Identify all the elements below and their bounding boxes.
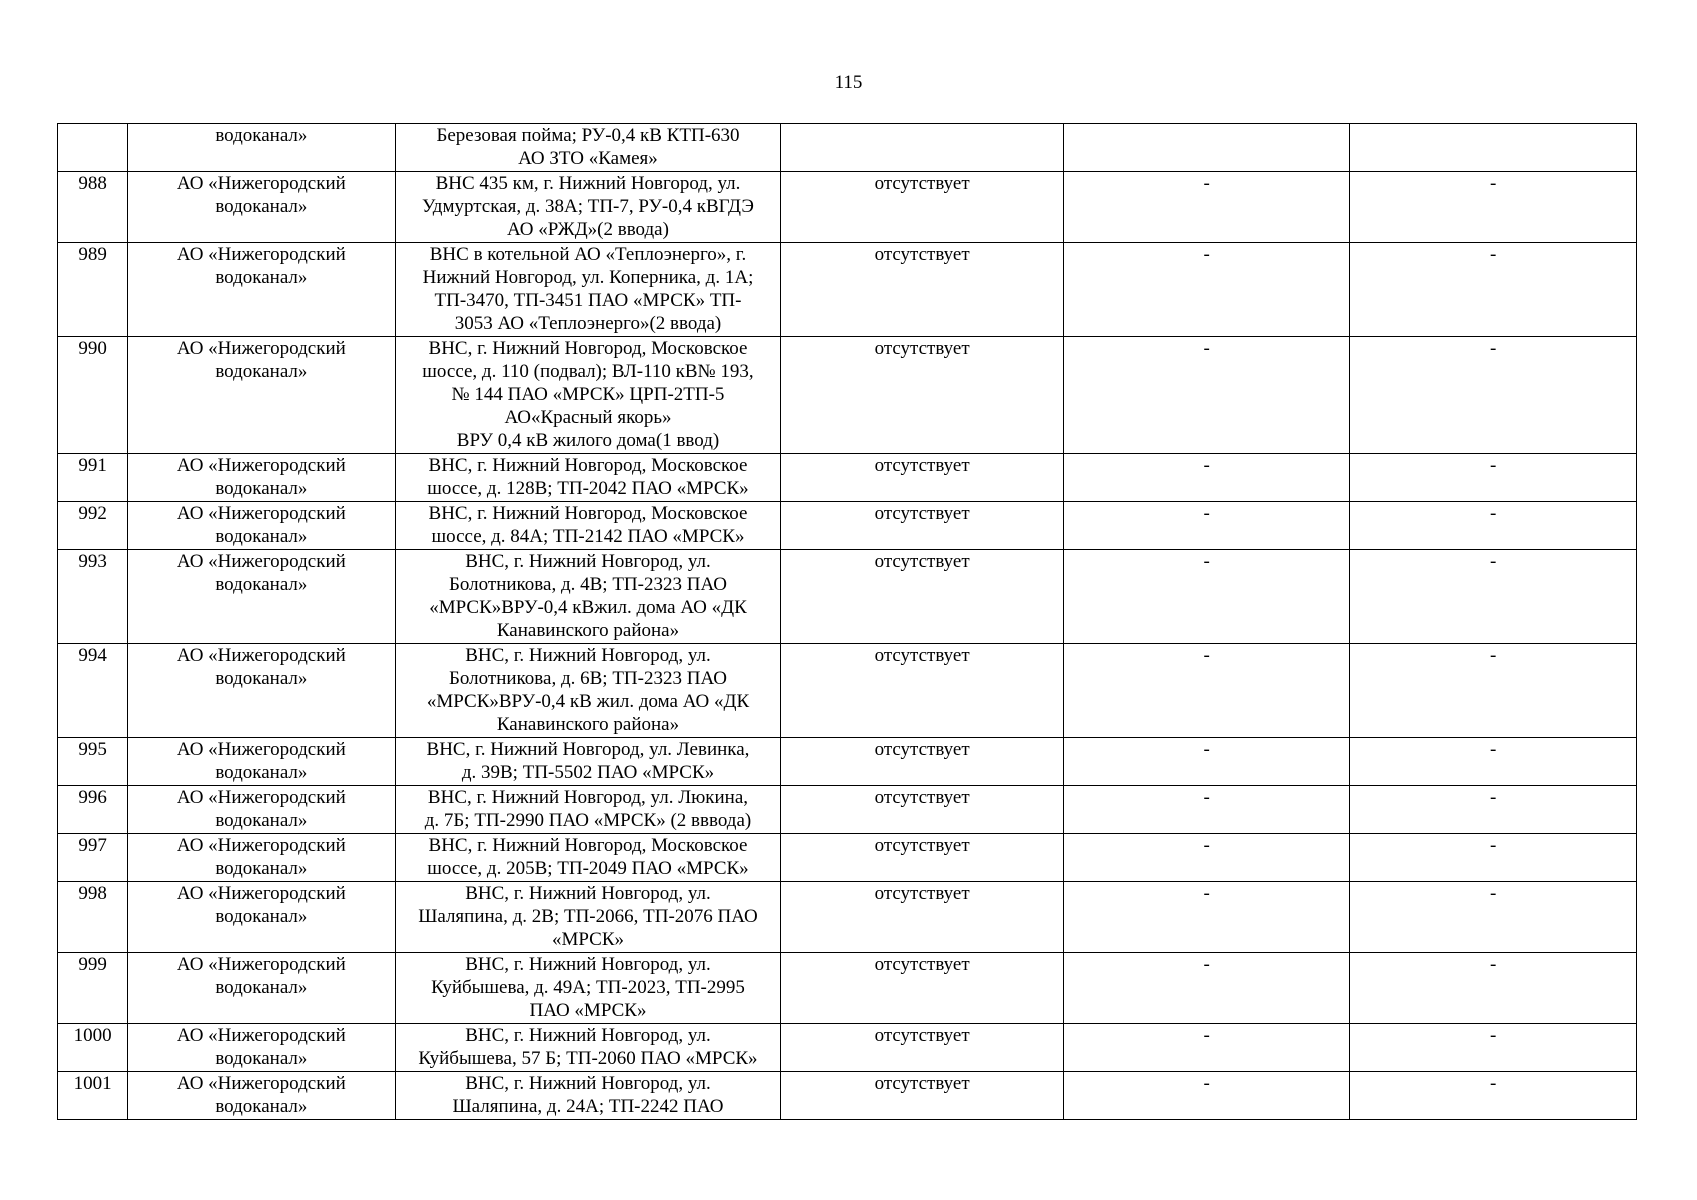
address-cell: [395, 953, 781, 1024]
address-line: шоссе, д. 110 (подвал); ВЛ-110 кВ№ 193,: [422, 361, 754, 382]
row-number-cell: 996: [58, 786, 128, 834]
column-5-cell: -: [1063, 454, 1350, 502]
organization-line: АО «Нижегородский: [176, 835, 346, 856]
organization-line: водоканал»: [215, 526, 308, 547]
status-cell: отсутствует: [781, 882, 1064, 953]
row-number-cell: 991: [58, 454, 128, 502]
status-cell: отсутствует: [781, 834, 1064, 882]
organization-line: водоканал»: [215, 762, 308, 783]
address-line: 3053 АО «Теплоэнерго»(2 ввода): [454, 313, 722, 334]
address-cell: [395, 502, 781, 550]
table-row: [58, 738, 1637, 786]
column-6-cell: -: [1350, 502, 1637, 550]
address-line: ВНС, г. Нижний Новгород, ул. Люкина,: [427, 787, 749, 808]
status-cell: отсутствует: [781, 953, 1064, 1024]
column-5-cell: -: [1063, 882, 1350, 953]
organization-line: АО «Нижегородский: [176, 551, 346, 572]
column-5-cell: -: [1063, 644, 1350, 738]
row-number-cell: 993: [58, 550, 128, 644]
address-cell: [395, 644, 781, 738]
row-number-cell: 1000: [58, 1024, 128, 1072]
address-line: шоссе, д. 205В; ТП-2049 ПАО «МРСК»: [427, 858, 749, 879]
address-cell: [395, 454, 781, 502]
status-cell: отсутствует: [781, 738, 1064, 786]
organization-line: водоканал»: [215, 1096, 308, 1117]
table-row: [58, 786, 1637, 834]
address-line: Удмуртская, д. 38А; ТП-7, РУ-0,4 кВГДЭ: [422, 196, 754, 217]
table-row: [58, 953, 1637, 1024]
column-6-cell: -: [1350, 1072, 1637, 1120]
table-row: [58, 454, 1637, 502]
table-row: [58, 882, 1637, 953]
row-number-cell: 992: [58, 502, 128, 550]
status-cell: отсутствует: [781, 502, 1064, 550]
organization-cell: [128, 1072, 396, 1120]
address-line: ВНС, г. Нижний Новгород, Московское: [428, 338, 748, 359]
address-cell: [395, 172, 781, 243]
table-row: [58, 834, 1637, 882]
address-line: ВНС, г. Нижний Новгород, ул.: [465, 883, 711, 904]
status-cell: отсутствует: [781, 1024, 1064, 1072]
table-row: [58, 644, 1637, 738]
address-cell: [395, 1072, 781, 1120]
organization-cell: [128, 337, 396, 454]
address-cell: [395, 834, 781, 882]
address-line: Нижний Новгород, ул. Коперника, д. 1А;: [422, 267, 754, 288]
column-6-cell: -: [1350, 454, 1637, 502]
address-line: «МРСК»ВРУ-0,4 кВжил. дома АО «ДК: [429, 597, 747, 618]
column-6-cell: -: [1350, 337, 1637, 454]
address-cell: [395, 243, 781, 337]
address-line: Куйбышева, 57 Б; ТП-2060 ПАО «МРСК»: [418, 1048, 758, 1069]
organization-cell: [128, 738, 396, 786]
column-5-cell: -: [1063, 243, 1350, 337]
organization-line: водоканал»: [215, 668, 308, 689]
table-row: [58, 124, 1637, 172]
table-row: [58, 337, 1637, 454]
address-cell: [395, 337, 781, 454]
column-5-cell: -: [1063, 1024, 1350, 1072]
address-line: Болотникова, д. 4В; ТП-2323 ПАО: [449, 574, 727, 595]
address-line: ВНС, г. Нижний Новгород, ул.: [465, 1073, 711, 1094]
column-5-cell: -: [1063, 786, 1350, 834]
address-cell: [395, 882, 781, 953]
status-cell: отсутствует: [781, 1072, 1064, 1120]
address-line: шоссе, д. 128В; ТП-2042 ПАО «МРСК»: [427, 478, 749, 499]
address-line: шоссе, д. 84А; ТП-2142 ПАО «МРСК»: [431, 526, 745, 547]
organization-line: водоканал»: [215, 906, 308, 927]
address-cell: [395, 738, 781, 786]
column-6-cell: -: [1350, 644, 1637, 738]
status-cell: [781, 124, 1064, 172]
organization-line: водоканал»: [215, 125, 308, 146]
row-number-cell: 999: [58, 953, 128, 1024]
organization-line: водоканал»: [215, 478, 308, 499]
address-line: № 144 ПАО «МРСК» ЦРП-2ТП-5: [451, 384, 725, 405]
organization-line: водоканал»: [215, 977, 308, 998]
table-row: [58, 502, 1637, 550]
organization-line: АО «Нижегородский: [176, 244, 346, 265]
table-row: [58, 550, 1637, 644]
column-5-cell: -: [1063, 337, 1350, 454]
address-line: ВНС, г. Нижний Новгород, ул.: [465, 1025, 711, 1046]
organization-cell: [128, 502, 396, 550]
address-line: АО«Красный якорь»: [504, 407, 672, 428]
organization-line: водоканал»: [215, 267, 308, 288]
row-number-cell: 994: [58, 644, 128, 738]
row-number-cell: 989: [58, 243, 128, 337]
address-line: ВНС, г. Нижний Новгород, Московское: [428, 455, 748, 476]
organization-line: водоканал»: [215, 361, 308, 382]
address-line: д. 39В; ТП-5502 ПАО «МРСК»: [461, 762, 715, 783]
address-line: ВРУ 0,4 кВ жилого дома(1 ввод): [456, 430, 720, 451]
organization-line: АО «Нижегородский: [176, 1025, 346, 1046]
column-5-cell: -: [1063, 834, 1350, 882]
address-line: АО ЗТО «Камея»: [518, 148, 658, 169]
column-5-cell: -: [1063, 502, 1350, 550]
status-cell: отсутствует: [781, 337, 1064, 454]
address-line: ВНС в котельной АО «Теплоэнерго», г.: [429, 244, 747, 265]
column-6-cell: -: [1350, 786, 1637, 834]
organization-line: АО «Нижегородский: [176, 787, 346, 808]
organization-line: АО «Нижегородский: [176, 455, 346, 476]
column-6-cell: -: [1350, 953, 1637, 1024]
organization-cell: [128, 953, 396, 1024]
organization-cell: [128, 644, 396, 738]
status-cell: отсутствует: [781, 644, 1064, 738]
status-cell: отсутствует: [781, 454, 1064, 502]
organization-cell: [128, 550, 396, 644]
organization-cell: [128, 1024, 396, 1072]
address-line: ВНС, г. Нижний Новгород, Московское: [428, 835, 748, 856]
address-cell: [395, 550, 781, 644]
address-line: «МРСК»: [551, 929, 624, 950]
organization-cell: [128, 172, 396, 243]
organization-line: водоканал»: [215, 1048, 308, 1069]
status-cell: отсутствует: [781, 786, 1064, 834]
organization-line: АО «Нижегородский: [176, 1073, 346, 1094]
organization-cell: [128, 454, 396, 502]
facilities-table: [57, 123, 1637, 1120]
table-body: [58, 124, 1637, 1120]
organization-cell: [128, 786, 396, 834]
organization-line: АО «Нижегородский: [176, 173, 346, 194]
status-cell: отсутствует: [781, 550, 1064, 644]
column-6-cell: -: [1350, 1024, 1637, 1072]
column-6-cell: -: [1350, 550, 1637, 644]
organization-cell: [128, 124, 396, 172]
address-line: ПАО «МРСК»: [529, 1000, 647, 1021]
address-line: ВНС, г. Нижний Новгород, ул.: [465, 551, 711, 572]
address-cell: [395, 1024, 781, 1072]
status-cell: отсутствует: [781, 243, 1064, 337]
column-6-cell: -: [1350, 243, 1637, 337]
address-line: Канавинского района»: [496, 714, 680, 735]
address-line: Березовая пойма; РУ-0,4 кВ КТП-630: [436, 125, 740, 146]
address-line: ВНС, г. Нижний Новгород, Московское: [428, 503, 748, 524]
organization-cell: [128, 243, 396, 337]
column-5-cell: -: [1063, 953, 1350, 1024]
table-row: [58, 1072, 1637, 1120]
column-5-cell: [1063, 124, 1350, 172]
address-line: ВНС, г. Нижний Новгород, ул. Левинка,: [426, 739, 750, 760]
row-number-cell: 998: [58, 882, 128, 953]
address-line: АО «РЖД»(2 ввода): [507, 219, 669, 240]
column-6-cell: -: [1350, 882, 1637, 953]
address-cell: [395, 124, 781, 172]
column-6-cell: [1350, 124, 1637, 172]
address-line: «МРСК»ВРУ-0,4 кВ жил. дома АО «ДК: [426, 691, 750, 712]
column-6-cell: -: [1350, 172, 1637, 243]
address-line: ВНС 435 км, г. Нижний Новгород, ул.: [435, 173, 741, 194]
page-number: 115: [834, 72, 863, 93]
address-line: Болотникова, д. 6В; ТП-2323 ПАО: [449, 668, 727, 689]
column-5-cell: -: [1063, 1072, 1350, 1120]
row-number-cell: 990: [58, 337, 128, 454]
address-line: Шаляпина, д. 24А; ТП-2242 ПАО: [452, 1096, 724, 1117]
address-line: ВНС, г. Нижний Новгород, ул.: [465, 954, 711, 975]
organization-line: водоканал»: [215, 574, 308, 595]
address-line: ТП-3470, ТП-3451 ПАО «МРСК» ТП-: [434, 290, 742, 311]
address-cell: [395, 786, 781, 834]
row-number-cell: [58, 124, 128, 172]
organization-line: АО «Нижегородский: [176, 954, 346, 975]
table-row: [58, 243, 1637, 337]
address-line: Шаляпина, д. 2В; ТП-2066, ТП-2076 ПАО: [418, 906, 758, 927]
row-number-cell: 1001: [58, 1072, 128, 1120]
organization-line: АО «Нижегородский: [176, 338, 346, 359]
table-row: [58, 172, 1637, 243]
row-number-cell: 997: [58, 834, 128, 882]
column-5-cell: -: [1063, 172, 1350, 243]
organization-line: АО «Нижегородский: [176, 503, 346, 524]
address-line: ВНС, г. Нижний Новгород, ул.: [465, 645, 711, 666]
column-6-cell: -: [1350, 834, 1637, 882]
row-number-cell: 988: [58, 172, 128, 243]
organization-cell: [128, 882, 396, 953]
organization-line: водоканал»: [215, 858, 308, 879]
table-row: [58, 1024, 1637, 1072]
organization-line: АО «Нижегородский: [176, 645, 346, 666]
column-5-cell: -: [1063, 550, 1350, 644]
organization-line: АО «Нижегородский: [176, 739, 346, 760]
organization-cell: [128, 834, 396, 882]
organization-line: водоканал»: [215, 810, 308, 831]
column-5-cell: -: [1063, 738, 1350, 786]
address-line: д. 7Б; ТП-2990 ПАО «МРСК» (2 вввода): [424, 810, 752, 831]
address-line: Куйбышева, д. 49А; ТП-2023, ТП-2995: [431, 977, 745, 998]
organization-line: водоканал»: [215, 196, 308, 217]
row-number-cell: 995: [58, 738, 128, 786]
address-line: Канавинского района»: [496, 620, 680, 641]
organization-line: АО «Нижегородский: [176, 883, 346, 904]
column-6-cell: -: [1350, 738, 1637, 786]
status-cell: отсутствует: [781, 172, 1064, 243]
